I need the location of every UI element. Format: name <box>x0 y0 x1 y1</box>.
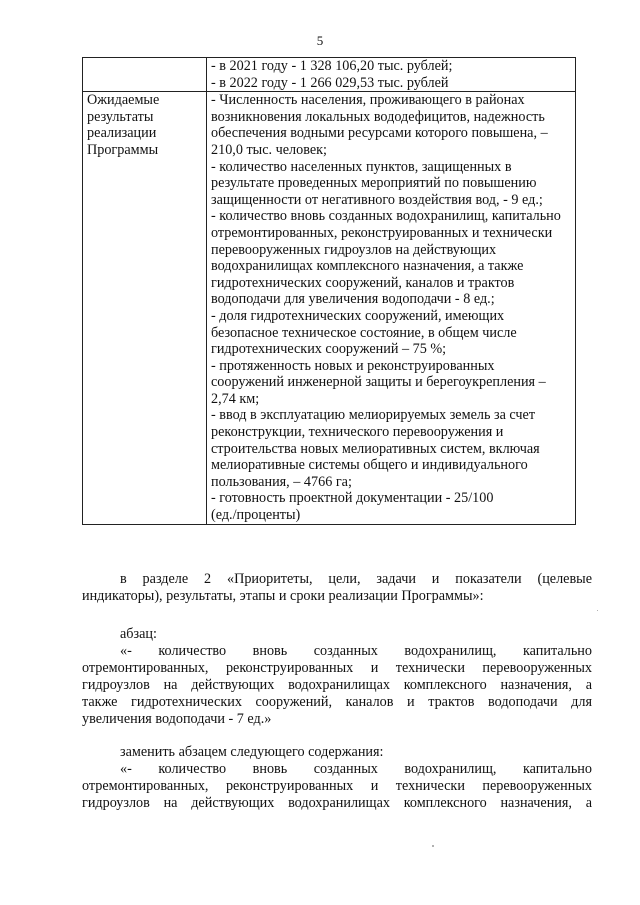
old-paragraph-line: также гидротехнических сооружений, каналов и трактов водоподачи для <box>82 694 592 710</box>
page-number: 5 <box>316 33 324 48</box>
row-value-line: - доля гидротехнических сооружений, имеющих <box>211 307 505 324</box>
row-value-line: - готовность проектной документации - 25/100 <box>211 490 494 507</box>
row-value-line: 210,0 тыс. человек; <box>211 141 327 158</box>
row-label-line: Ожидаемые <box>87 92 160 109</box>
row-value-line: водохранилищах комплексного назначения, а также <box>211 258 524 275</box>
row-value-line: 2,74 км; <box>211 390 260 407</box>
row-value-line: пользования, – 4766 га; <box>211 473 352 490</box>
row-label-cell <box>83 58 207 92</box>
table-row <box>83 58 576 92</box>
old-paragraph-line: увеличения водоподачи - 7 ед.» <box>82 711 272 727</box>
row-value-line: - в 2022 году - 1 266 029,53 тыс. рублей <box>211 74 449 91</box>
replace-label-block <box>82 744 592 761</box>
replace-label: заменить абзацем следующего содержания: <box>120 744 384 760</box>
row-label-cell <box>83 92 207 524</box>
abzac-label: абзац: <box>120 626 157 642</box>
row-value-line: результате проведенных мероприятий по повышению <box>211 175 537 192</box>
row-value-cell <box>207 92 576 524</box>
row-value-line: возникновения локальных вододефицитов, надежность <box>211 108 545 125</box>
row-value-line: - количество вновь созданных водохранилищ, капитально <box>211 208 561 225</box>
old-paragraph-line: «- количество вновь созданных водохранилищ, капитально <box>120 643 592 659</box>
row-value-line: безопасное техническое состояние, в общем числе <box>211 324 517 341</box>
row-value-line: - количество населенных пунктов, защищенных в <box>211 158 512 175</box>
row-value-cell <box>207 58 576 92</box>
row-value-line: - протяженность новых и реконструированных <box>211 357 495 374</box>
table-row <box>83 92 576 524</box>
table-body <box>83 58 576 525</box>
row-value-line: строительства новых мелиоративных систем, включая <box>211 440 540 457</box>
row-value-line: гидротехнических сооружений – 75 %; <box>211 341 447 358</box>
row-value-line: (ед./проценты) <box>211 507 301 524</box>
section-intro-line: в разделе 2 «Приоритеты, цели, задачи и показатели (целевые <box>120 571 592 587</box>
scan-speck <box>432 845 434 847</box>
old-paragraph-line: гидроузлов на действующих водохранилищах комплексного назначения, а <box>82 677 592 693</box>
row-label-line: результаты <box>87 108 154 125</box>
abzac-label-block <box>82 626 592 643</box>
old-paragraph <box>82 643 592 728</box>
section-intro <box>82 571 592 605</box>
row-value-line: перевооруженных гидроузлов на действующих <box>211 241 497 258</box>
new-paragraph-line: отремонтированных, реконструированных и технически перевооруженных <box>82 778 592 794</box>
row-value-line: обеспечения водными ресурсами которого повышена, – <box>211 125 548 142</box>
row-label-line: реализации <box>87 125 157 142</box>
new-paragraph-line: «- количество вновь созданных водохранилищ, капитально <box>120 761 592 777</box>
row-value-line: гидротехнических сооружений, каналов и трактов <box>211 274 515 291</box>
row-value-line: - ввод в эксплуатацию мелиорируемых земель за счет <box>211 407 536 424</box>
new-paragraph <box>82 761 592 812</box>
row-label-line: Программы <box>87 141 159 158</box>
row-value-line: реконструкции, технического перевооружения и <box>211 424 504 441</box>
section-intro-line: индикаторы), результаты, этапы и сроки реализации Программы»: <box>82 588 484 604</box>
old-paragraph-line: отремонтированных, реконструированных и технически перевооруженных <box>82 660 592 676</box>
row-value-line: водоподачи для увеличения водоподачи - 8 ед.; <box>211 291 495 308</box>
row-value-line: - Численность населения, проживающего в районах <box>211 92 525 109</box>
new-paragraph-line: гидроузлов на действующих водохранилищах комплексного назначения, а <box>82 795 592 811</box>
row-value-line: отремонтированных, реконструированных и технически <box>211 224 553 241</box>
row-value-line: сооружений инженерной защиты и берегоукрепления – <box>211 374 546 391</box>
row-value-line: защищенности от негативного воздействия вод, - 9 ед.; <box>211 191 543 208</box>
row-value-line: - в 2021 году - 1 328 106,20 тыс. рублей; <box>211 58 453 74</box>
scan-speck <box>597 610 598 611</box>
row-value-line: мелиоративные системы общего и индивидуального <box>211 457 528 474</box>
program-passport-table <box>82 57 576 525</box>
